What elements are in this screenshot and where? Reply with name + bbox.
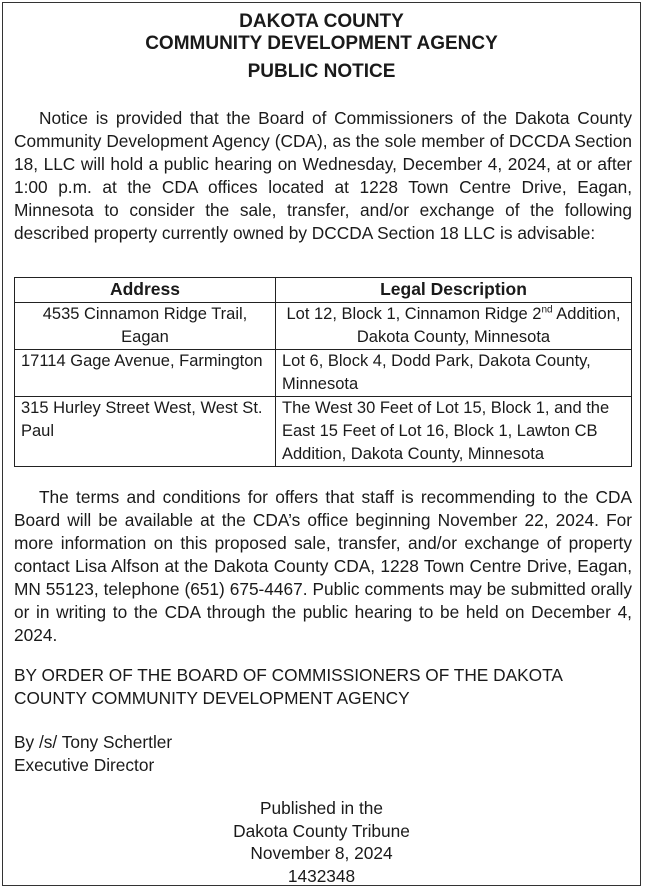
legal-text: Lot 12, Block 1, Cinnamon Ridge 2	[286, 305, 542, 323]
legal-text: Addition, Dakota County, Minnesota	[356, 305, 621, 346]
terms-paragraph: The terms and conditions for offers that staff is recommending to the CDA Board will be available at the CDA’s office beginning November 22, 2024. For more information on this proposed sale, transfer, and/or exchange of property contact Lisa Alfson at the Dakota County CDA, 1228 Town Centre Drive, Eagan, MN 55123, telephone (651) 675-4467. Public comments may be submitted orally or in writing to the CDA through the public hearing to be held on December 4, 2024.	[14, 487, 632, 645]
ordinal-suffix: nd	[541, 304, 553, 316]
table-header-row	[15, 278, 632, 303]
signature-block	[14, 731, 172, 777]
signature-by: By /s/ Tony Schertler	[14, 732, 173, 752]
legal-description-cell: The West 30 Feet of Lot 15, Block 1, and the East 15 Feet of Lot 16, Block 1, Lawton CB Addition, Dakota County, Minnesota	[276, 397, 632, 467]
table-row	[15, 397, 632, 467]
address-cell: 4535 Cinnamon Ridge Trail, Eagan	[15, 303, 276, 350]
property-table	[14, 277, 632, 467]
address-column-header: Address	[15, 278, 276, 303]
signature-title: Executive Director	[14, 755, 155, 775]
publication-newspaper: Dakota County Tribune	[233, 820, 410, 841]
publication-date: November 8, 2024	[250, 843, 393, 863]
address-cell: 315 Hurley Street West, West St. Paul	[15, 397, 276, 467]
publication-id: 1432348	[287, 865, 356, 886]
legal-description-cell	[276, 303, 632, 350]
address-cell: 17114 Gage Avenue, Farmington	[15, 350, 276, 397]
publication-info	[3, 797, 640, 887]
agency-county: DAKOTA COUNTY	[239, 11, 404, 32]
publication-label: Published in the	[260, 798, 383, 818]
order-statement: BY ORDER OF THE BOARD OF COMMISSIONERS OF THE DAKOTA COUNTY COMMUNITY DEVELOPMENT AGENCY	[14, 665, 562, 708]
legal-description-cell: Lot 6, Block 4, Dodd Park, Dakota County, Minnesota	[276, 350, 632, 397]
notice-title: PUBLIC NOTICE	[247, 61, 396, 82]
table-row	[15, 303, 632, 350]
public-notice	[2, 2, 641, 886]
legal-description-column-header: Legal Description	[276, 278, 632, 303]
table-row	[15, 350, 632, 397]
agency-name: COMMUNITY DEVELOPMENT AGENCY	[145, 33, 498, 54]
intro-paragraph: Notice is provided that the Board of Commissioners of the Dakota County Community Development Agency (CDA), as the sole member of DCCDA Section 18, LLC will hold a public hearing on Wednesday, December 4, 2024, at or after 1:00 p.m. at the CDA offices located at 1228 Town Centre Drive, Eagan, Minnesota to consider the sale, transfer, and/or exchange of the following described property currently owned by DCCDA Section 18 LLC is advisable:	[14, 108, 632, 243]
